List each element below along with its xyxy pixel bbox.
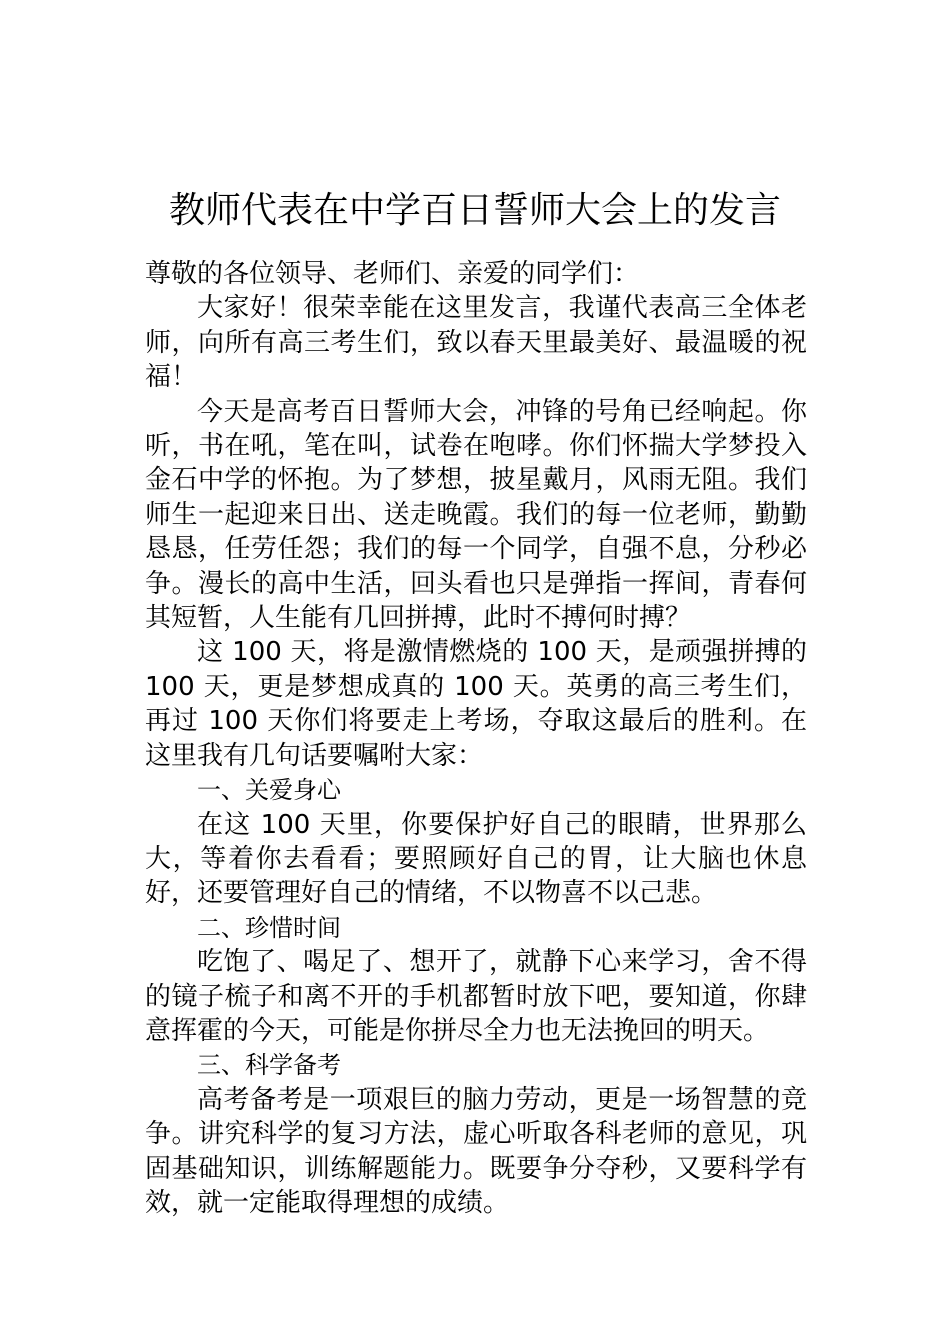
section-text-study: 高考备考是一项艰巨的脑力劳动，更是一场智慧的竞争。讲究科学的复习方法，虚心听取各科老师的意见，巩固基础知识，训练解题能力。既要争分夺秒，又要科学有效，就一定能取得理想的成绩。	[145, 1084, 807, 1218]
section-text-care: 在这 100 天里，你要保护好自己的眼睛，世界那么大，等着你去看看；要照顾好自己的胃，让大脑也休息好，还要管理好自己的情绪，不以物喜不以己悲。	[145, 809, 807, 909]
section-heading-study: 三、科学备考	[197, 1051, 341, 1080]
document-body	[145, 257, 807, 1220]
paragraph-hundred-days: 这 100 天，将是激情燃烧的 100 天，是顽强拼搏的 100 天，更是梦想成真的 100 天。英勇的高三考生们，再过 100 天你们将要走上考场，夺取这最后的胜利。在这里我有几句话要嘱咐大家：	[145, 637, 807, 771]
paragraph-greeting: 大家好！很荣幸能在这里发言，我谨代表高三全体老师，向所有高三考生们，致以春天里最美好、最温暖的祝福！	[145, 293, 807, 393]
section-text-time: 吃饱了、喝足了、想开了，就静下心来学习，舍不得的镜子梳子和离不开的手机都暂时放下吧，要知道，你肆意挥霍的今天，可能是你拼尽全力也无法挽回的明天。	[145, 947, 807, 1046]
document-title: 教师代表在中学百日誓师大会上的发言	[168, 190, 781, 232]
salutation: 尊敬的各位领导、老师们、亲爱的同学们：	[145, 259, 640, 289]
section-heading-care: 一、关爱身心	[197, 776, 341, 805]
section-heading-time: 二、珍惜时间	[197, 913, 341, 942]
paragraph-rally: 今天是高考百日誓师大会，冲锋的号角已经响起。你听，书在吼，笔在叫，试卷在咆哮。你们怀揣大学梦投入金石中学的怀抱。为了梦想，披星戴月，风雨无阻。我们师生一起迎来日出、送走晚霞。我们的每一位老师，勤勤恳恳，任劳任怨；我们的每一个同学，自强不息，分秒必争。漫长的高中生活，回头看也只是弹指一挥间，青春何其短暂，人生能有几回拼搏，此时不搏何时搏？	[145, 396, 807, 634]
